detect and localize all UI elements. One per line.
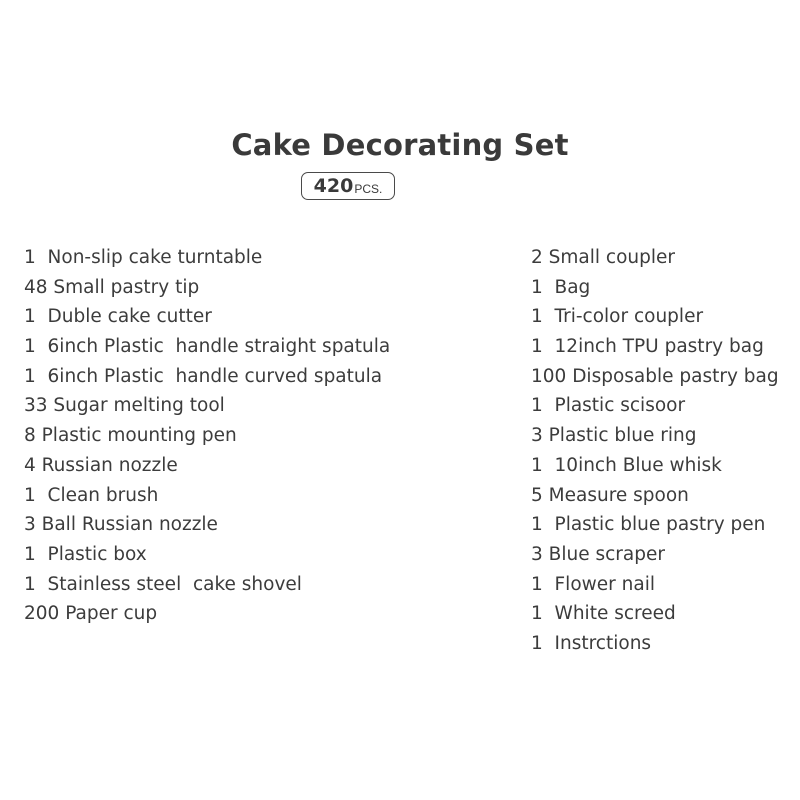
piece-unit: PCS. xyxy=(354,181,383,196)
piece-count-badge xyxy=(301,172,395,200)
list-item: 4 Russian nozzle xyxy=(24,454,178,476)
piece-count: 420 xyxy=(313,175,354,197)
list-item: 33 Sugar melting tool xyxy=(24,395,225,417)
list-item: 1 Clean brush xyxy=(24,484,159,506)
list-item: 1 Tri-color coupler xyxy=(531,306,704,328)
list-item: 200 Paper cup xyxy=(24,603,158,625)
list-item: 1 Flower nail xyxy=(531,573,655,595)
list-item: 3 Plastic blue ring xyxy=(531,425,697,447)
list-item: 1 10inch Blue whisk xyxy=(531,454,722,476)
contents-list-right xyxy=(531,243,779,659)
list-item: 1 6inch Plastic handle straight spatula xyxy=(24,336,391,358)
list-item: 1 12inch TPU pastry bag xyxy=(531,336,764,358)
list-item: 3 Ball Russian nozzle xyxy=(24,514,218,536)
list-item: 1 White screed xyxy=(531,603,676,625)
contents-list-left xyxy=(24,243,390,629)
list-item: 1 6inch Plastic handle curved spatula xyxy=(24,365,383,387)
list-item: 1 Duble cake cutter xyxy=(24,306,212,328)
list-item: 1 Stainless steel cake shovel xyxy=(24,573,302,595)
list-item: 48 Small pastry tip xyxy=(24,276,200,298)
list-item: 100 Disposable pastry bag xyxy=(531,365,779,387)
list-item: 1 Bag xyxy=(531,276,591,298)
list-item: 8 Plastic mounting pen xyxy=(24,425,237,447)
list-item: 3 Blue scraper xyxy=(531,543,665,565)
list-item: 5 Measure spoon xyxy=(531,484,689,506)
list-item: 1 Instrctions xyxy=(531,632,652,654)
list-item: 1 Plastic box xyxy=(24,543,147,565)
list-item: 1 Plastic scisoor xyxy=(531,395,686,417)
list-item: 2 Small coupler xyxy=(531,247,675,268)
list-item: 1 Non-slip cake turntable xyxy=(24,247,263,268)
page-title: Cake Decorating Set xyxy=(231,128,569,162)
list-item: 1 Plastic blue pastry pen xyxy=(531,514,766,536)
